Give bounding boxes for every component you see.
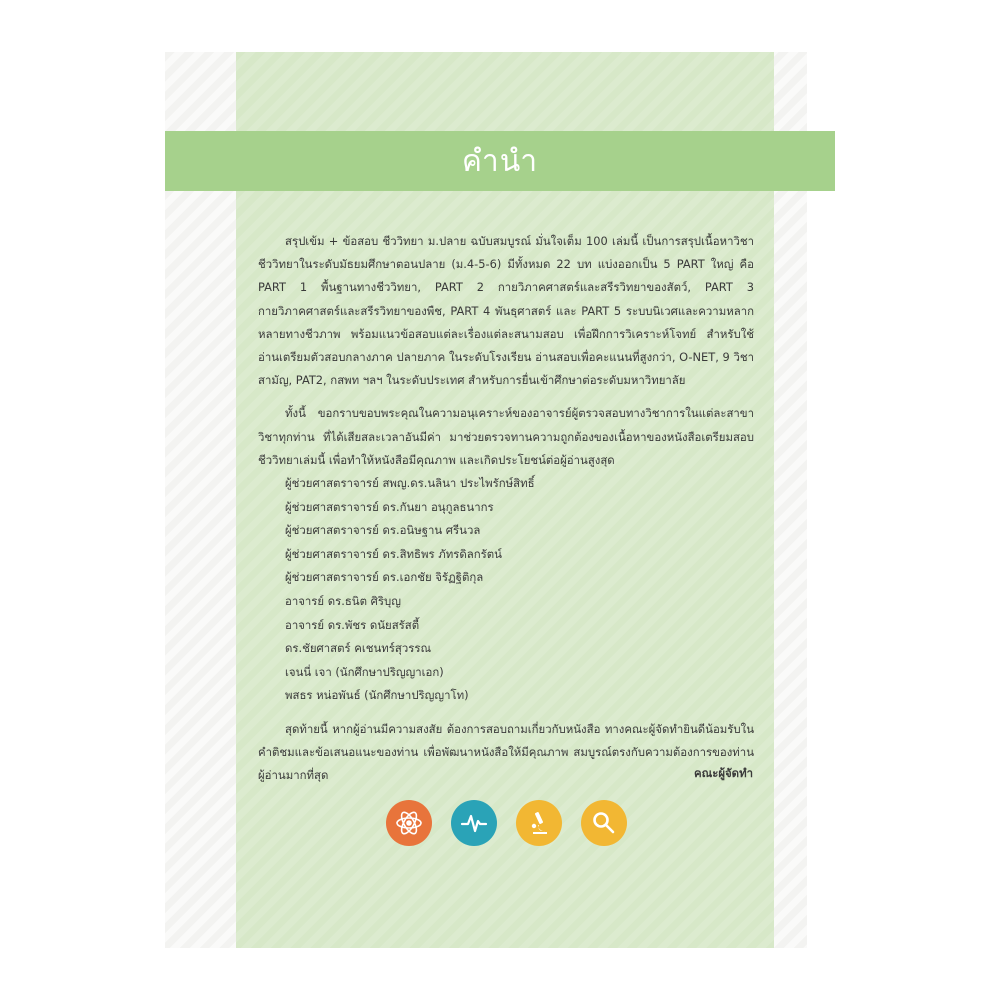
- magnifier-icon: [581, 800, 627, 846]
- reviewer-item: เจนนี่ เจา (นักศึกษาปริญญาเอก): [285, 664, 444, 679]
- icon-row: [386, 800, 626, 848]
- heartbeat-icon: [451, 800, 497, 846]
- paragraph-intro: สรุปเข้ม + ข้อสอบ ชีววิทยา ม.ปลาย ฉบับสมบูรณ์ มั่นใจเต็ม 100 เล่มนี้ เป็นการสรุปเนื้อหาวิชาชีววิทยาในระดับมัธยมศึกษาตอนปลาย (ม.4-5-6) มีทั้งหมด 22 บท แบ่งออกเป็น 5 PART ใหญ่ คือ PART 1 พื้นฐานทางชีววิทยา, PART 2 กายวิภาคศาสตร์และสรีรวิทยาของสัตว์, PART 3 กายวิภาคศาสตร์และสรีรวิทยาของพืช, PART 4 พันธุศาสตร์ และ PART 5 ระบบนิเวศและความหลากหลายทางชีวภาพ พร้อมแนวข้อสอบแต่ละเรื่องแต่ละสนามสอบ เพื่อฝึกการวิเคราะห์โจทย์ สำหรับใช้อ่านเตรียมตัวสอบกลางภาค ปลายภาค ในระดับโรงเรียน อ่านสอบเพื่อคะแนนที่สูงกว่า, O-NET, 9 วิชาสามัญ, PAT2, กสพท ฯลฯ ในระดับประเทศ สำหรับการยื่นเข้าศึกษาต่อระดับมหาวิทยาลัย: [258, 234, 754, 388]
- reviewer-item: อาจารย์ ดร.พัชร ดนัยสรัสตี้: [285, 617, 420, 632]
- microscope-icon: [516, 800, 562, 846]
- paragraph-thanks: ทั้งนี้ ขอกราบขอบพระคุณในความอนุเคราะห์ของอาจารย์ผู้ตรวจสอบทางวิชาการในแต่ละสาขาวิชาทุกท่าน ที่ได้เสียสละเวลาอันมีค่า มาช่วยตรวจทานความถูกต้องของเนื้อหาของหนังสือเตรียมสอบชีววิทยาเล่มนี้ เพื่อทำให้หนังสือมีคุณภาพ และเกิดประโยชน์ต่อผู้อ่านสูงสุด: [258, 406, 754, 467]
- reviewer-item: ผู้ช่วยศาสตราจารย์ ดร.อนิษฐาน ศรีนวล: [285, 523, 481, 538]
- reviewer-item: ผู้ช่วยศาสตราจารย์ สพญ.ดร.นลินา ประไพรักษ์สิทธิ์: [285, 476, 535, 491]
- title-band: [165, 131, 835, 191]
- atom-icon: [386, 800, 432, 846]
- reviewer-item: อาจารย์ ดร.ธนิต ศิริบุญ: [285, 594, 401, 608]
- page-title: คำนำ: [461, 143, 539, 179]
- signature: คณะผู้จัดทำ: [694, 766, 753, 780]
- reviewer-list: [258, 472, 754, 708]
- reviewer-item: ผู้ช่วยศาสตราจารย์ ดร.เอกชัย จิรัฏฐิติกุล: [285, 570, 484, 585]
- reviewer-item: พสธร หน่อพันธ์ (นักศึกษาปริญญาโท): [285, 688, 469, 703]
- reviewer-item: ผู้ช่วยศาสตราจารย์ ดร.สิทธิพร ภัทรดิลกรัตน์: [285, 546, 502, 561]
- reviewer-item: ผู้ช่วยศาสตราจารย์ ดร.กันยา อนุกูลธนากร: [285, 499, 494, 514]
- preface-body: [258, 230, 754, 788]
- paragraph-closing: สุดท้ายนี้ หากผู้อ่านมีความสงสัย ต้องการสอบถามเกี่ยวกับหนังสือ ทางคณะผู้จัดทำยินดีน้อมรับในคำติชมและข้อเสนอแนะของท่าน เพื่อพัฒนาหนังสือให้มีคุณภาพ สมบูรณ์ตรงกับความต้องการของท่านผู้อ่านมากที่สุด: [258, 721, 754, 783]
- reviewer-item: ดร.ชัยศาสตร์ คเชนทร์สุวรรณ: [285, 641, 432, 656]
